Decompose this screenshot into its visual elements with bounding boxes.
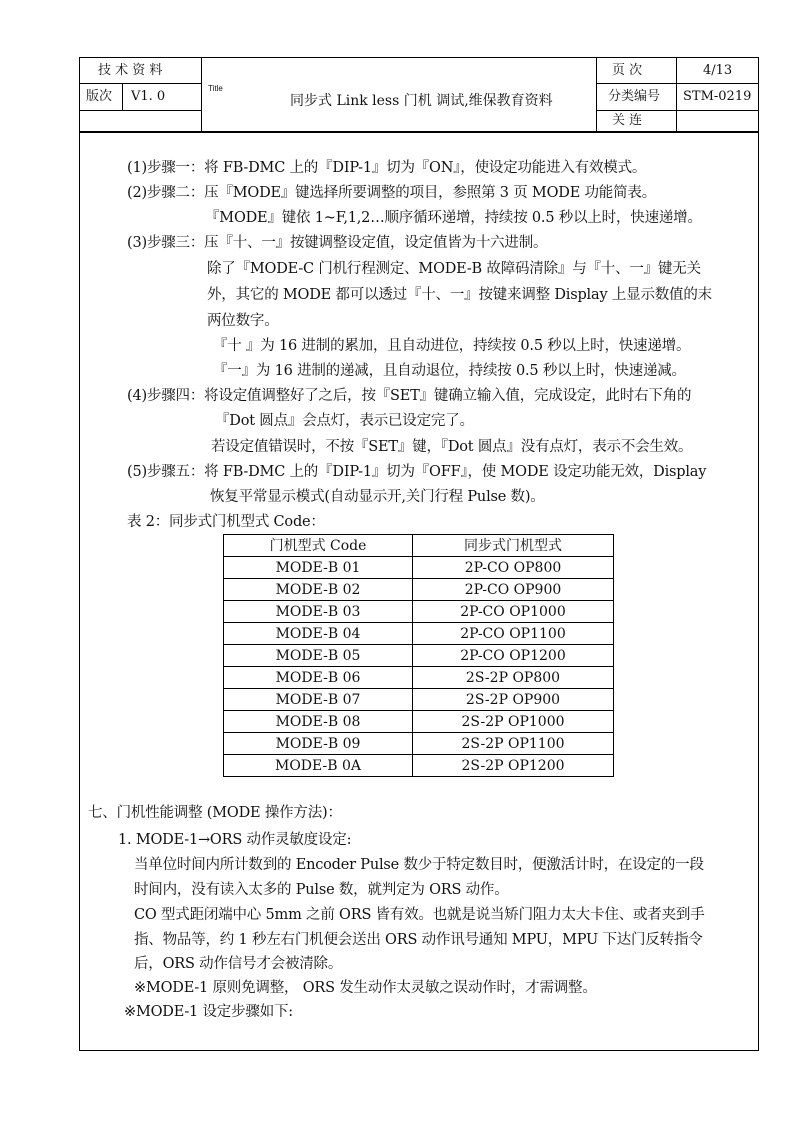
step-5-detail: 恢复平常显示模式(自动显示开,关门行程 Pulse 数)。 bbox=[210, 489, 545, 505]
code-cell: MODE-B 07 bbox=[224, 689, 413, 711]
code-cell: MODE-B 06 bbox=[224, 667, 413, 689]
table-row bbox=[224, 667, 614, 689]
type-cell: 2P-CO OP1200 bbox=[413, 645, 614, 667]
header-vline-version bbox=[122, 83, 123, 110]
table-row bbox=[224, 733, 614, 755]
header-vline-3 bbox=[676, 57, 677, 132]
section-7-line-2: 时间内，没有读入太多的 Pulse 数，就判定为 ORS 动作。 bbox=[134, 882, 509, 898]
related-label: 关 连 bbox=[612, 113, 643, 128]
header-vline-2 bbox=[596, 57, 597, 132]
step-4-error: 若设定值错误时，不按『SET』键，『Dot 圆点』没有点灯，表示不会生效。 bbox=[211, 439, 693, 455]
version-value: V1. 0 bbox=[131, 89, 166, 104]
code-cell: MODE-B 03 bbox=[224, 601, 413, 623]
tech-doc-label: 技 术 资 料 bbox=[98, 63, 163, 78]
table-row bbox=[224, 755, 614, 777]
class-number: STM-0219 bbox=[683, 89, 752, 104]
step-1: (1)步骤一：将 FB-DMC 上的『DIP-1』切为『ON』，使设定功能进入有效模式。 bbox=[127, 160, 647, 176]
section-7-line-3: CO 型式距闭端中心 5mm 之前 ORS 皆有效。也就是说当矫门阻力太大卡住、或者夹到手 bbox=[134, 907, 705, 923]
header-line-row1 bbox=[79, 83, 201, 84]
table-row bbox=[224, 601, 614, 623]
code-cell: MODE-B 04 bbox=[224, 623, 413, 645]
header-vline-1 bbox=[201, 57, 202, 132]
table-row bbox=[224, 689, 614, 711]
table-row bbox=[224, 557, 614, 579]
table-row bbox=[224, 579, 614, 601]
code-cell: MODE-B 09 bbox=[224, 733, 413, 755]
column-header-type: 同步式门机型式 bbox=[413, 535, 614, 557]
step-3-detail-2: 外，其它的 MODE 都可以透过『十、一』按键来调整 Display 上显示数值的末 bbox=[207, 287, 712, 303]
column-header-code: 门机型式 Code bbox=[224, 535, 413, 557]
section-7-heading: 七、门机性能调整 (MODE 操作方法)： bbox=[88, 805, 342, 821]
page-label: 页 次 bbox=[612, 63, 643, 78]
type-cell: 2S-2P OP1200 bbox=[413, 755, 614, 777]
page-number: 4/13 bbox=[703, 63, 733, 78]
step-4: (4)步骤四：将设定值调整好了之后，按『SET』键确立输入值，完成设定，此时右下角的 bbox=[127, 388, 692, 404]
step-2: (2)步骤二：压『MODE』键选择所要调整的项目，参照第 3 页 MODE 功能简表。 bbox=[127, 185, 656, 201]
version-label: 版次 bbox=[86, 89, 113, 104]
type-cell: 2S-2P OP800 bbox=[413, 667, 614, 689]
step-3-detail-1: 除了『MODE-C 门机行程测定、MODE-B 故障码清除』与『十、一』键无关 bbox=[207, 261, 701, 277]
table-header-row bbox=[224, 535, 614, 557]
step-5: (5)步骤五：将 FB-DMC 上的『DIP-1』切为『OFF』，使 MODE 设定功能无效，Display bbox=[127, 464, 707, 480]
code-cell: MODE-B 05 bbox=[224, 645, 413, 667]
type-cell: 2S-2P OP1100 bbox=[413, 733, 614, 755]
code-cell: MODE-B 02 bbox=[224, 579, 413, 601]
header-line-row2-right bbox=[596, 110, 759, 111]
section-7-note-2: ※MODE-1 设定步骤如下: bbox=[124, 1004, 293, 1020]
step-4-detail: 『Dot 圆点』会点灯，表示已设定完了。 bbox=[215, 413, 474, 429]
step-2-detail: 『MODE』键依 1~F,1,2…顺序循环递增，持续按 0.5 秒以上时，快速递增。 bbox=[205, 210, 702, 226]
title-label: Title bbox=[208, 84, 223, 93]
document-title: 同步式 Link less 门机 调试,维保教育资料 bbox=[290, 93, 553, 109]
type-cell: 2S-2P OP1000 bbox=[413, 711, 614, 733]
code-cell: MODE-B 08 bbox=[224, 711, 413, 733]
section-7-line-4: 指、物品等，约 1 秒左右门机便会送出 ORS 动作讯号通知 MPU，MPU 下达门反转指令 bbox=[134, 932, 703, 948]
step-3-detail-3: 两位数字。 bbox=[207, 313, 279, 329]
table-row bbox=[224, 711, 614, 733]
code-cell: MODE-B 01 bbox=[224, 557, 413, 579]
table-caption: 表 2：同步式门机型式 Code： bbox=[127, 514, 325, 530]
header-line-row2-left bbox=[79, 110, 201, 111]
code-cell: MODE-B 0A bbox=[224, 755, 413, 777]
table-row bbox=[224, 645, 614, 667]
type-cell: 2P-CO OP1000 bbox=[413, 601, 614, 623]
section-7-subheading: 1. MODE-1→ORS 动作灵敏度设定: bbox=[118, 832, 352, 848]
door-code-table bbox=[223, 534, 614, 777]
section-7-line-5: 后，ORS 动作信号才会被清除。 bbox=[134, 956, 343, 972]
step-3: (3)步骤三：压『十、一』按键调整设定值，设定值皆为十六进制。 bbox=[127, 235, 548, 251]
section-7-note-1: ※MODE-1 原则免调整， ORS 发生动作太灵敏之误动作时，才需调整。 bbox=[134, 980, 597, 996]
step-3-minus: 『一』为 16 进制的递减，且自动退位，持续按 0.5 秒以上时，快速递减。 bbox=[213, 363, 686, 379]
type-cell: 2P-CO OP800 bbox=[413, 557, 614, 579]
type-cell: 2S-2P OP900 bbox=[413, 689, 614, 711]
type-cell: 2P-CO OP1100 bbox=[413, 623, 614, 645]
header-line-row1-right bbox=[596, 83, 759, 84]
section-7-line-1: 当单位时间内所计数到的 Encoder Pulse 数少于特定数目时，便激活计时，在设定的一段 bbox=[134, 857, 704, 873]
class-label: 分类编号 bbox=[608, 89, 661, 104]
type-cell: 2P-CO OP900 bbox=[413, 579, 614, 601]
header-bottom-line bbox=[79, 131, 759, 133]
table-row bbox=[224, 623, 614, 645]
step-3-plus: 『十 』为 16 进制的累加，且自动进位，持续按 0.5 秒以上时，快速递增。 bbox=[213, 338, 691, 354]
